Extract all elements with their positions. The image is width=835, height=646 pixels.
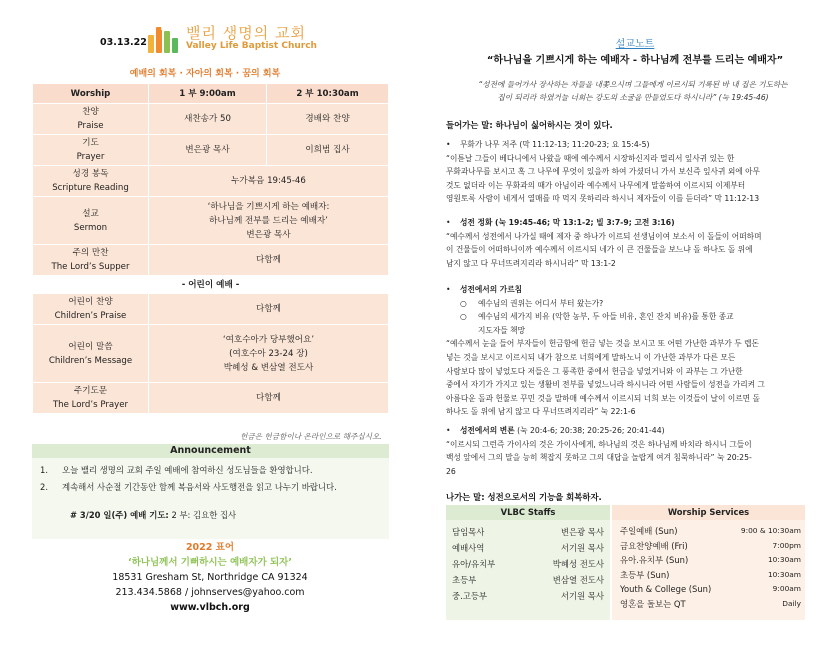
table-row	[33, 135, 389, 166]
staff-name: 변삼열 전도사	[552, 575, 604, 585]
scripture-line: 백성 앞에서 그의 말을 능히 책잡지 못하고 그의 대답을 놀랍게 여겨 침묵하니라” 눅 20:25-	[446, 453, 752, 463]
row-label-ko: 어린이 찬양	[68, 297, 113, 307]
staff-title: VLBC Staffs	[446, 505, 610, 520]
both-services-value: 누가복음 19:45-46	[149, 166, 389, 197]
service-name: 유아.유치부 (Sun)	[620, 555, 689, 565]
children-section-header	[33, 276, 389, 294]
list-item	[452, 572, 604, 588]
services-box	[612, 505, 805, 620]
year-motto: ‘하나님께서 기뻐하시는 예배자가 되자’	[128, 557, 292, 568]
next-prayer	[70, 507, 381, 524]
scripture-line: 사람보다 많이 넣었도다 저들은 그 풍족한 중에서 헌금을 넣었거니와 이 과부는 그 가난한	[446, 366, 743, 376]
row-label-en: Sermon	[73, 222, 108, 233]
sermon-notes-label: 설교노트	[615, 39, 655, 50]
service-time: 7:00pm	[772, 540, 801, 550]
sermon-title-line: 하나님께 전부를 드리는 예배자’	[209, 215, 328, 226]
row-label-ko: 주의 만찬	[72, 248, 109, 258]
staff-name: 박혜성 전도사	[552, 559, 604, 569]
list-item	[620, 568, 801, 583]
row-label-ko: 주기도문	[73, 386, 108, 396]
sub-point: 예수님의 권위는 어디서 부터 왔는가?	[478, 298, 604, 308]
service-name: 영혼을 돌보는 QT	[620, 598, 686, 609]
announcement-title: Announcement	[32, 444, 389, 458]
announcement-text: 오늘 밸리 생명의 교회 주일 예배에 참여하신 성도님들을 환영합니다.	[62, 465, 313, 475]
staff-role: 예배사역	[452, 543, 485, 553]
scripture-line: 남지 않고 다 무너뜨려지리라 하시니라” 막 13:1-2	[446, 258, 616, 268]
left-panel	[0, 0, 410, 646]
scripture-line: 넣는 것을 보시고 이르시되 내가 참으로 너희에게 말하노니 이 가난한 과부가 다른 모든	[446, 352, 736, 362]
church-logo-icon: ✝	[148, 23, 180, 53]
list-item	[452, 524, 604, 540]
service-time: 10:30am	[767, 569, 801, 579]
row-label-ko: 찬양	[82, 107, 99, 117]
worship-order-table	[32, 83, 389, 414]
bullet-icon: •	[446, 218, 451, 227]
second-service-value: 이희범 집사	[267, 135, 389, 166]
table-row	[33, 245, 389, 276]
sermon-intro: 들어가는 말: 하나님이 싫어하시는 것이 있다.	[446, 120, 613, 130]
bulletin-date: 03.13.22	[100, 37, 147, 48]
staff-box	[446, 505, 610, 620]
list-item	[620, 539, 801, 554]
list-item	[620, 524, 801, 539]
circle-bullet-icon: ○	[460, 298, 467, 308]
staff-role: 중.고등부	[452, 591, 488, 601]
scripture-line: 26	[446, 466, 456, 476]
row-label-en: Praise	[77, 121, 104, 131]
bullet-icon: •	[446, 426, 451, 435]
service-time: 9:00 & 10:30am	[740, 526, 801, 535]
children-message-speakers: 박혜성 & 변삼열 전도사	[223, 362, 314, 373]
verse-line: “성전에 들어가사 장사하는 자들을 내쫓으시며 그들에게 이르시되 기록된 바 내 집은 기도하는	[478, 80, 788, 89]
row-label-en: Scripture Reading	[52, 183, 129, 193]
service-time: 9:00am	[772, 584, 801, 593]
circle-bullet-icon: ○	[460, 312, 467, 322]
church-name-korean: 밸리 생명의 교회	[186, 23, 306, 42]
next-prayer-label: # 3/20 일(주) 예배 기도:	[70, 510, 169, 520]
sermon-preacher: 변은광 목사	[246, 229, 291, 240]
point-heading: 성전에서의 가르침	[460, 285, 523, 294]
table-row	[33, 166, 389, 197]
scripture-line: 것도 없더라 이는 무화과의 때가 아님이라 예수께서 나무에게 말씀하여 이르시되 이제부터	[446, 180, 746, 190]
staff-role: 유아/유치부	[452, 559, 496, 569]
first-service-value: 변은광 목사	[149, 135, 267, 166]
sermon-point-2	[446, 216, 818, 270]
row-label-en: The Lord’s Prayer	[52, 400, 129, 410]
row-label-ko: 성경 봉독	[72, 169, 109, 179]
right-panel	[440, 0, 835, 646]
announcement-box	[32, 444, 389, 539]
list-item	[40, 479, 381, 496]
year-motto-label: 2022 표어	[185, 542, 235, 553]
service-name: 초등부 (Sun)	[620, 569, 670, 580]
table-row	[33, 383, 389, 414]
sermon-verse	[454, 78, 812, 104]
staff-name: 서기원 목사	[560, 591, 604, 601]
both-services-value: 다함께	[149, 245, 389, 276]
row-label-ko: 기도	[82, 138, 99, 148]
list-item	[452, 588, 604, 604]
children-message-title: ‘여호수아가 당부했어요’	[222, 334, 315, 345]
services-title: Worship Services	[612, 505, 805, 520]
both-services-value: 다함께	[149, 294, 389, 325]
table-row	[33, 325, 389, 383]
point-references: (눅 20:4-6; 20:38; 20:25-26; 20:41-44)	[514, 426, 665, 435]
sermon-title-line: ‘하나님을 기쁘시게 하는 예배자:	[207, 201, 330, 212]
staff-role: 담임목사	[452, 527, 485, 537]
scripture-line: “예수께서 성전에서 나가실 때에 제자 중 하나가 이르되 선생님이여 보소서 이 돌들이 어떠하며	[446, 231, 762, 241]
sermon-title: “하나님을 기쁘시게 하는 예배자 - 하나님께 전부를 드리는 예배자”	[486, 55, 784, 66]
staff-name: 변은광 목사	[560, 527, 604, 537]
list-item	[40, 462, 381, 479]
bullet-icon: •	[446, 285, 451, 294]
row-label-ko: 어린이 말씀	[68, 341, 113, 352]
second-service-value: 경배와 찬양	[267, 104, 389, 135]
list-item	[620, 582, 801, 597]
list-item	[620, 553, 801, 568]
church-address: 18531 Gresham St, Northridge CA 91324	[112, 572, 308, 583]
point-heading: 무화가 나무 저주 (막 11:12-13; 11:20-23; 요 15:4-5)	[460, 140, 650, 149]
offering-note: 헌금은 헌금함이나 온라인으로 해주십시오.	[240, 432, 382, 441]
bulletin-subtitle: 예배의 회복 · 자아의 회복 · 꿈의 회복	[129, 69, 281, 79]
sermon-conclusion: 나가는 말: 성전으로서의 기능을 회복하자.	[446, 492, 602, 502]
church-contact: 213.434.5868 / johnserves@yahoo.com	[115, 587, 305, 598]
service-name: 주일예배 (Sun)	[620, 526, 678, 536]
scripture-line: 아름다운 돌과 헌물로 꾸민 것을 말하매 예수께서 이르시되 너희 보는 이것들이 날이 이르면 돌	[446, 393, 760, 403]
scripture-line: “예수께서 눈을 들어 부자들이 헌금함에 헌금 넣는 것을 보시고 또 어떤 가난한 과부가 두 렙돈	[446, 339, 759, 349]
point-heading: 성전 정화 (눅 19:45-46; 막 13:1-2; 빌 3:7-9; 고전 3:16)	[460, 218, 675, 227]
announcement-number: 1.	[40, 465, 48, 475]
scripture-line: 영원토록 사람이 네게서 열매를 따 먹지 못하리라 하시니 제자들이 이를 듣더라” 막 11:12-13	[446, 194, 760, 204]
church-name-english: Valley Life Baptist Church	[186, 40, 317, 51]
services-list	[612, 520, 805, 620]
worship-order-header	[33, 84, 389, 104]
row-label-en: The Lord’s Supper	[51, 262, 130, 272]
sermon-point-3	[446, 283, 818, 419]
staff-name: 서기원 목사	[560, 543, 604, 553]
service-time: 10:30am	[767, 555, 801, 564]
verse-line: 집이 되리라 하였거늘 너희는 강도의 소굴을 만들었도다 하시니라” (눅 19:45-46)	[497, 93, 769, 102]
point-heading: 성전에서의 변론	[460, 426, 515, 435]
table-row	[33, 294, 389, 325]
staff-list	[446, 520, 610, 620]
header-first-service: 1 부 9:00am	[149, 84, 267, 104]
list-item	[452, 556, 604, 572]
church-footer	[0, 541, 420, 615]
service-time: Daily	[782, 598, 801, 608]
sermon-point-4	[446, 424, 818, 478]
church-website-link[interactable]: www.vlbch.org	[170, 602, 250, 613]
header-second-service: 2 부 10:30am	[267, 84, 389, 104]
bullet-icon: •	[446, 140, 451, 149]
children-worship-title: - 어린이 예배 -	[33, 276, 389, 294]
scripture-line: “이튿날 그들이 베다니에서 나왔을 때에 예수께서 시장하신지라 멀리서 잎사귀 있는 한	[446, 153, 735, 163]
church-logo	[148, 23, 317, 53]
children-message-ref: (여호수아 23-24 장)	[229, 348, 308, 359]
row-label-en: Prayer	[76, 152, 105, 162]
row-label-en: Children’s Praise	[54, 311, 127, 321]
row-label-ko: 설교	[82, 208, 99, 219]
list-item	[452, 540, 604, 556]
announcement-number: 2.	[40, 482, 48, 492]
row-label-en: Children’s Message	[48, 355, 133, 366]
scripture-line: 이 건물들이 어떠하니이까 예수께서 이르시되 네가 이 큰 건물들을 보느냐 돌 하나도 돌 위에	[446, 245, 753, 255]
scripture-line: 중에서 자기가 가지고 있는 생활비 전부를 넣었느니라 하시니라 어떤 사람들이 성전을 가리켜 그	[446, 380, 765, 390]
list-item	[620, 597, 801, 612]
next-prayer-value: 2 부: 김요한 집사	[171, 510, 237, 520]
table-row	[33, 104, 389, 135]
staff-role: 초등부	[452, 575, 477, 585]
announcement-text: 계속해서 사순절 기간동안 함께 복음서와 사도행전을 읽고 나누기 바랍니다.	[62, 482, 337, 492]
scripture-line: 무화과나무를 보시고 혹 그 나무에 무엇이 있을까 하여 가셨더니 가서 보신즉 잎사귀 외에 아무	[446, 167, 760, 177]
scripture-line: “이르시되 그런즉 가이사의 것은 가이사에게, 하나님의 것은 하나님께 바치라 하시니 그들이	[446, 439, 752, 449]
sermon-point-1	[446, 138, 818, 206]
both-services-value: 다함께	[149, 383, 389, 414]
header-worship: Worship	[33, 84, 149, 104]
first-service-value: 새찬송가 50	[149, 104, 267, 135]
sub-point: 예수님의 세가지 비유 (악한 농부, 두 아들 비유, 혼인 잔치 비유)를 통한 종교	[478, 312, 734, 322]
service-name: 금요찬양예배 (Fri)	[620, 540, 688, 551]
sub-point-continued: 지도자들 책망	[478, 325, 526, 335]
announcement-body	[32, 458, 389, 539]
scripture-line: 하나도 돌 위에 남지 않고 다 무너뜨려지리라” 눅 22:1-6	[446, 407, 636, 417]
table-row	[33, 197, 389, 245]
service-name: Youth & College (Sun)	[620, 584, 712, 594]
